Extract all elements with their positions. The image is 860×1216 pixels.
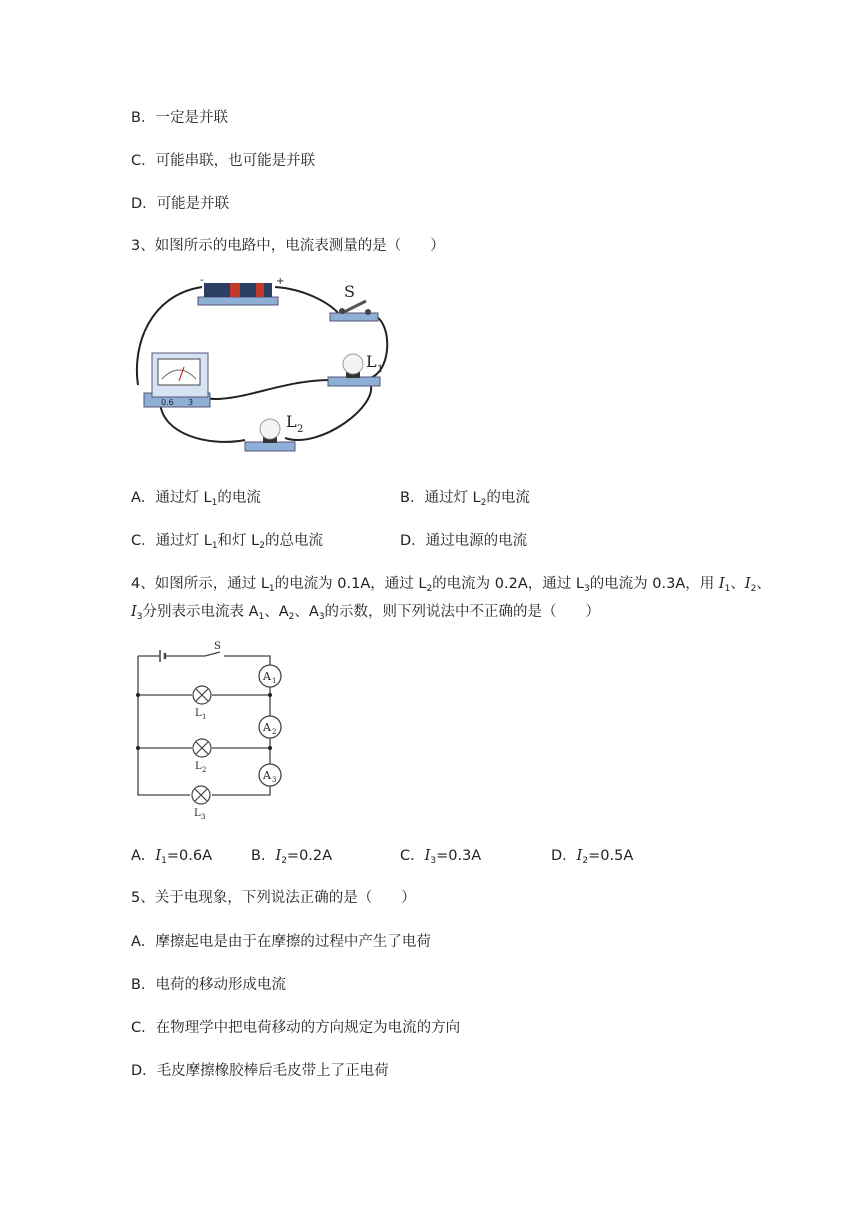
q4-option-a: A．$I_1=0.6A$ (131, 848, 213, 866)
battery-icon (198, 275, 284, 305)
q4-option-c: C．$I_3=0.3A$ (400, 848, 482, 866)
switch-icon (330, 282, 378, 321)
q4-stem-line2: $I_3$分别表示电流表 $A_1$、$A_2$、$A_3$的示数，则下列说法中不正确的是（ ） (131, 604, 601, 622)
q2-option-b: B．一定是并联 (131, 110, 228, 126)
ammeter-a2-icon (259, 716, 281, 738)
q4-option-b: B．$I_2=0.2A$ (251, 848, 333, 866)
q2-option-c: C．可能串联，也可能是并联 (131, 153, 316, 169)
a1-label: A (263, 670, 271, 683)
switch-label: S (214, 641, 221, 652)
a2-subscript: 2 (272, 728, 277, 736)
q4-option-d: D．$I_2=0.5A$ (551, 848, 634, 866)
q4-stem-line1: 4、如图所示，通过 $L_1$的电流为 0.1A，通过 $L_2$的电流为 0.2A，通过 $L_3$的电流为 0.3A，用 $I_1$、$I_2$、 (131, 576, 771, 594)
q5-stem: 5、关于电现象，下列说法正确的是（ ） (131, 890, 416, 906)
q5-option-d: D．毛皮摩擦橡胶棒后毛皮带上了正电荷 (131, 1063, 389, 1079)
q3-option-d: D．通过电源的电流 (400, 533, 528, 549)
meter-scale-label-2: 3 (188, 398, 194, 407)
lamp-l1-icon (193, 686, 211, 704)
ammeter-a1-icon (259, 665, 281, 687)
l2-label: L (195, 761, 202, 772)
lamp-l1-subscript: 1 (377, 364, 384, 375)
lamp-l1-label: L (366, 352, 377, 371)
q3-circuit-diagram (130, 275, 400, 465)
ammeter-icon (144, 353, 210, 407)
q5-option-a: A．摩擦起电是由于在摩擦的过程中产生了电荷 (131, 934, 431, 950)
l1-label: L (195, 708, 202, 719)
l2-subscript: 2 (202, 766, 207, 774)
svg-text:+: + (276, 276, 285, 287)
q5-option-b: B．电荷的移动形成电流 (131, 977, 286, 993)
l3-label: L (194, 808, 201, 819)
q3-option-c: C．通过灯 $L_1$和灯 $L_2$的总电流 (131, 533, 323, 551)
l3-subscript: 3 (201, 813, 206, 821)
lamp-l3-icon (192, 786, 210, 804)
switch-label: S (344, 282, 355, 301)
q3-stem: 3、如图所示的电路中，电流表测量的是（ ） (131, 238, 445, 254)
lamp-l2-icon (245, 412, 303, 451)
q2-option-d: D．可能是并联 (131, 196, 230, 212)
a3-label: A (263, 769, 271, 782)
meter-scale-label: 0.6 (161, 398, 174, 407)
lamp-l2-icon (193, 739, 211, 757)
lamp-l1-icon (328, 352, 383, 386)
a2-label: A (263, 721, 271, 734)
lamp-l2-subscript: 2 (297, 424, 304, 435)
q5-option-c: C．在物理学中把电荷移动的方向规定为电流的方向 (131, 1020, 461, 1036)
l1-subscript: 1 (202, 713, 207, 721)
lamp-l2-label: L (286, 412, 297, 431)
q3-option-b: B．通过灯 $L_2$的电流 (400, 490, 530, 508)
ammeter-a3-icon (259, 764, 281, 786)
a3-subscript: 3 (272, 776, 277, 784)
a1-subscript: 1 (272, 677, 277, 685)
q3-option-a: A．通过灯 $L_1$的电流 (131, 490, 261, 508)
q4-circuit-diagram (130, 640, 290, 825)
svg-text:-: - (200, 275, 204, 286)
